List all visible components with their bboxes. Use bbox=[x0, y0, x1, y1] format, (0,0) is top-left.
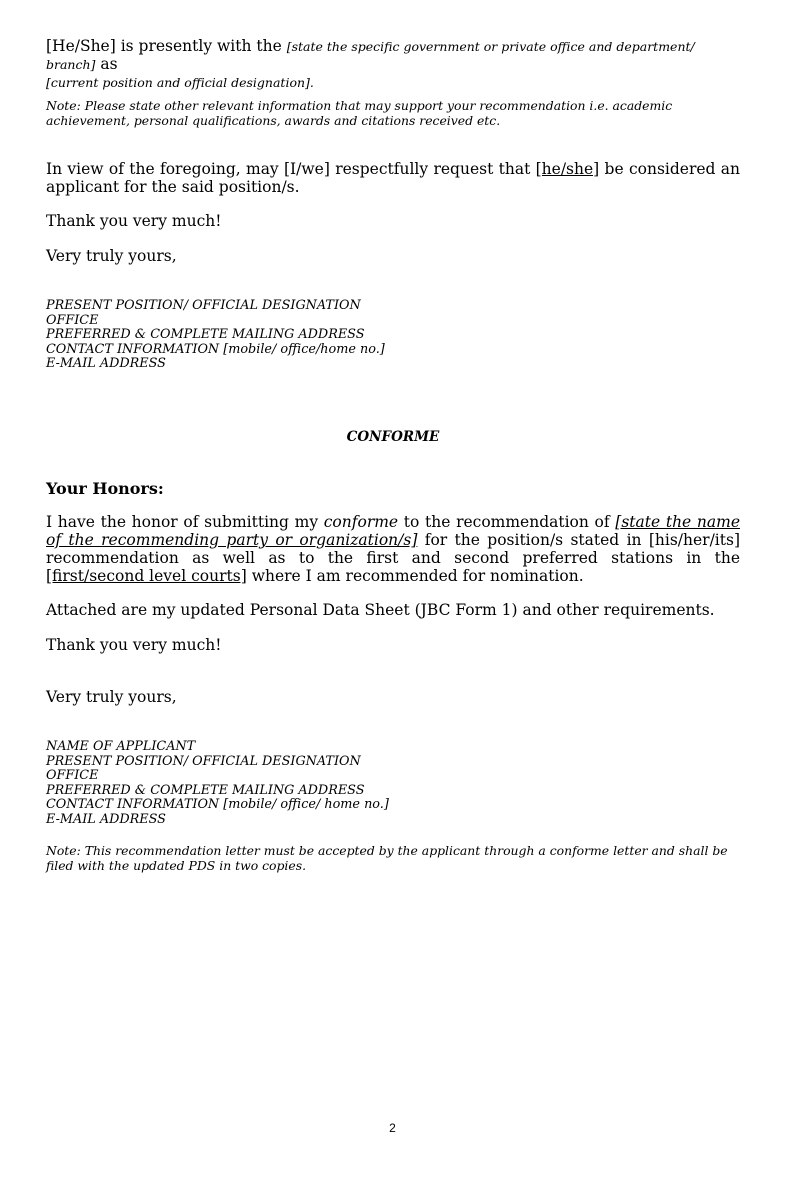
text: for the position/s stated in [his/her/its] recommendation as well as to the first and second preferred stations in the bbox=[46, 531, 740, 567]
signature-line: CONTACT INFORMATION [mobile/ office/home no.] bbox=[46, 341, 385, 357]
request-paragraph bbox=[46, 160, 740, 196]
recommending-party-placeholder: [state the name of the recommending party or organization/s] bbox=[46, 513, 740, 549]
closing-text: Very truly yours, bbox=[46, 688, 177, 706]
signature-line: OFFICE bbox=[46, 768, 99, 784]
text: [He/She] is presently with the bbox=[46, 37, 287, 55]
signature-line: CONTACT INFORMATION [mobile/ office/ home no.] bbox=[46, 797, 389, 813]
signature-line: E-MAIL ADDRESS bbox=[46, 811, 166, 827]
designation-placeholder: [current position and official designation]. bbox=[46, 75, 314, 90]
office-placeholder: [state the specific government or private office and department/ branch] bbox=[46, 39, 695, 72]
note-conforme-filing: Note: This recommendation letter must be accepted by the applicant through a conforme letter and shall be filed with the updated PDS in two copies. bbox=[46, 843, 728, 873]
signature-line: OFFICE bbox=[46, 312, 99, 328]
salutation: Your Honors: bbox=[46, 479, 164, 498]
thank-you-text: Thank you very much! bbox=[46, 212, 222, 230]
conforme-term: conforme bbox=[323, 513, 399, 531]
applicant-signature-block bbox=[46, 740, 740, 828]
recommender-signature-block bbox=[46, 299, 740, 372]
signature-line: PRESENT POSITION/ OFFICIAL DESIGNATION bbox=[46, 753, 361, 769]
attachments-paragraph: Attached are my updated Personal Data Sheet (JBC Form 1) and other requirements. bbox=[46, 601, 715, 619]
current-position-paragraph bbox=[46, 37, 740, 91]
signature-line: PRESENT POSITION/ OFFICIAL DESIGNATION bbox=[46, 298, 361, 313]
signature-line: NAME OF APPLICANT bbox=[46, 739, 196, 754]
page-number: 2 bbox=[389, 1121, 396, 1135]
conforme-heading: CONFORME bbox=[346, 429, 440, 445]
text: I have the honor of submitting my bbox=[46, 513, 324, 531]
pronoun-placeholder: [he/she] bbox=[535, 160, 600, 178]
signature-line: PREFERRED & COMPLETE MAILING ADDRESS bbox=[46, 782, 365, 798]
signature-line: E-MAIL ADDRESS bbox=[46, 356, 166, 372]
text: to the recommendation of bbox=[398, 513, 616, 531]
thank-you-text: Thank you very much! bbox=[46, 636, 222, 654]
text: where I am recommended for nomination. bbox=[246, 567, 584, 585]
note-other-information: Note: Please state other relevant information that may support your recommendation i.e. academic achievement, personal qualifications, awards and citations received etc. bbox=[46, 98, 673, 128]
closing-text: Very truly yours, bbox=[46, 247, 177, 265]
conforme-paragraph bbox=[46, 513, 740, 585]
text: be considered an applicant for the said position/s. bbox=[46, 160, 740, 196]
text: as bbox=[95, 55, 118, 73]
court-level-placeholder: [first/second level courts] bbox=[46, 567, 247, 585]
text: In view of the foregoing, may [I/we] respectfully request that bbox=[46, 160, 536, 178]
signature-line: PREFERRED & COMPLETE MAILING ADDRESS bbox=[46, 327, 365, 343]
